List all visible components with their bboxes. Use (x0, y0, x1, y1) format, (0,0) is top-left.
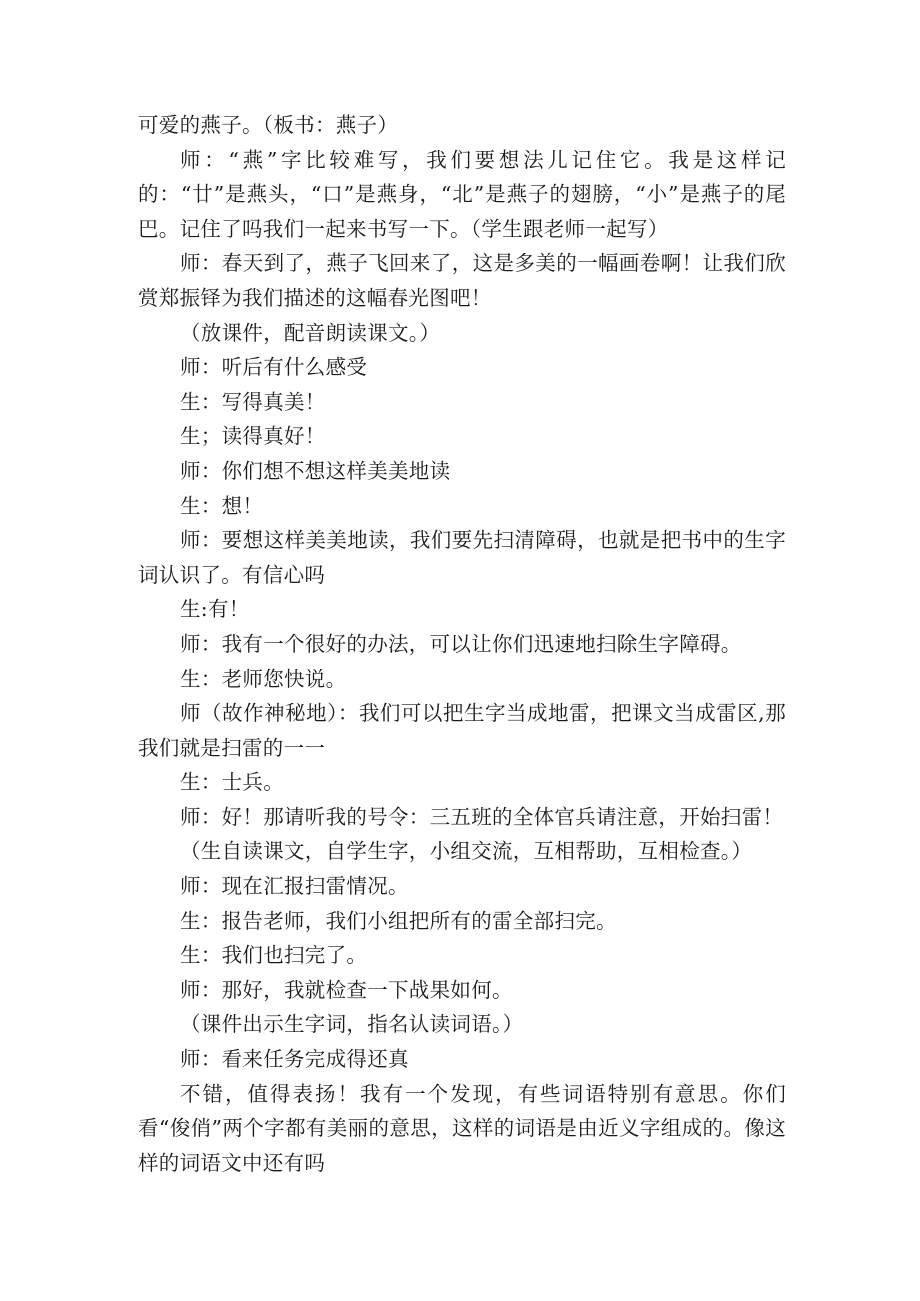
document-page (138, 108, 786, 1180)
paragraph: （生自读课文，自学生字，小组交流，互相帮助，互相检查。） (180, 839, 753, 864)
paragraph: 师（故作神秘地）：我们可以把生字当成地雷，把课文当成雷区,那我们就是扫雷的一一 (138, 701, 786, 760)
paragraph: 师：“燕”字比较难写，我们要想法儿记住它。我是这样记的：“廿”是燕头，“口”是燕身，“北”是燕子的翅膀，“小”是燕子的尾巴。记住了吗我们一起来书写一下。（学生跟老师一起写） (138, 147, 786, 241)
paragraph: 生:有！ (180, 597, 250, 622)
paragraph: 师：看来任务完成得还真 (180, 1047, 409, 1072)
paragraph: 生：老师您快说。 (180, 666, 347, 691)
paragraph: 师：春天到了，燕子飞回来了，这是多美的一幅画卷啊！让我们欣赏郑振铎为我们描述的这幅春光图吧！ (138, 251, 786, 310)
paragraph: （放课件，配音朗读课文。） (180, 320, 441, 345)
paragraph: 师：我有一个很好的办法，可以让你们迅速地扫除生字障碍。 (180, 631, 742, 656)
paragraph: 可爱的燕子。（板书：燕子） (138, 113, 399, 137)
paragraph: 生：士兵。 (180, 770, 284, 795)
paragraph: 生；读得真好！ (180, 424, 326, 449)
paragraph: 生：报告老师，我们小组把所有的雷全部扫完。 (180, 908, 617, 933)
paragraph: 师：现在汇报扫雷情况。 (180, 874, 409, 899)
paragraph: 师：那好，我就检查一下战果如何。 (180, 977, 513, 1002)
paragraph: 不错，值得表扬！我有一个发现，有些词语特别有意思。你们看“俊俏”两个字都有美丽的意思，这样的词语是由近义字组成的。像这样的词语文中还有吗 (138, 1081, 786, 1175)
paragraph: 生：写得真美！ (180, 389, 326, 414)
paragraph: 师：听后有什么感受 (180, 355, 368, 380)
paragraph: 师：好！那请听我的号令：三五班的全体官兵请注意，开始扫雷！ (180, 804, 784, 829)
paragraph: 生：我们也扫完了。 (180, 943, 368, 968)
paragraph: 师：要想这样美美地读，我们要先扫清障碍，也就是把书中的生字词认识了。有信心吗 (138, 528, 786, 587)
paragraph: 生：想！ (180, 493, 264, 518)
paragraph: 师：你们想不想这样美美地读 (180, 458, 451, 483)
paragraph: （课件出示生字词，指名认读词语。） (180, 1012, 524, 1037)
